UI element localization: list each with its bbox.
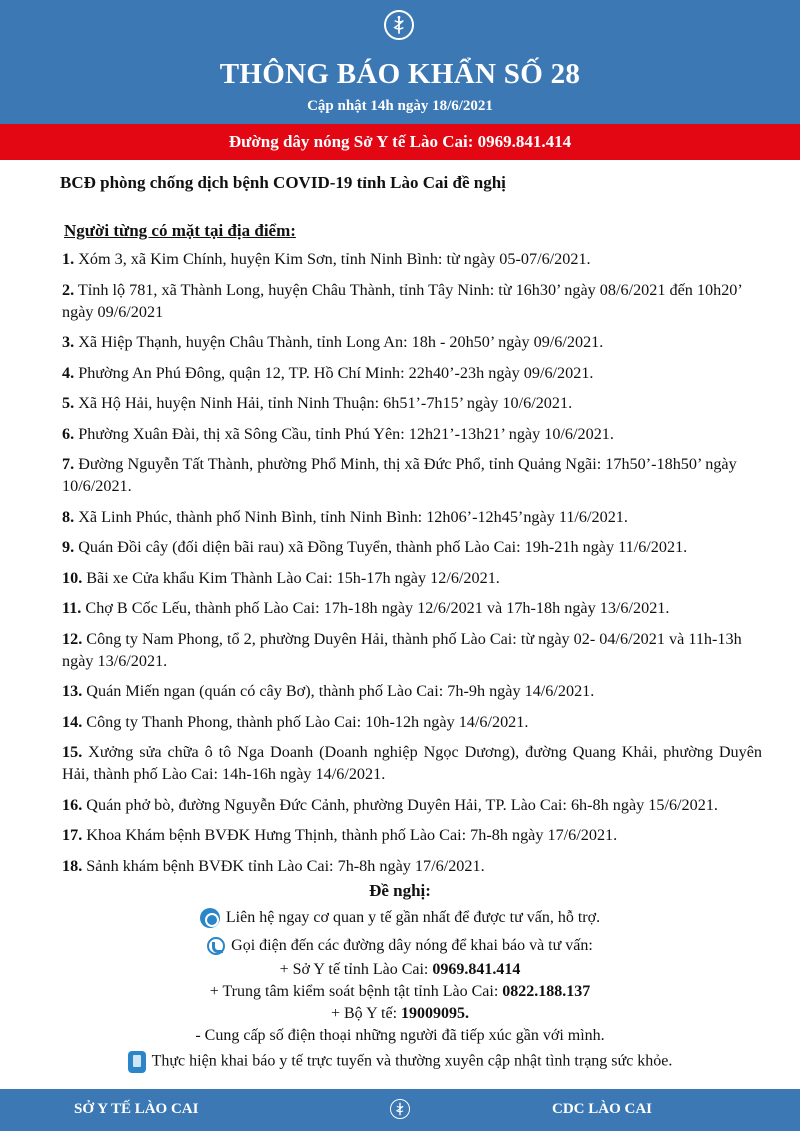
updated-timestamp: Cập nhật 14h ngày 18/6/2021 xyxy=(307,98,493,114)
location-text: Công ty Thanh Phong, thành phố Lào Cai: 10h-12h ngày 14/6/2021. xyxy=(82,712,529,731)
location-item xyxy=(62,711,762,733)
location-number: 8. xyxy=(62,507,75,526)
footer-bar xyxy=(0,1089,800,1131)
location-text: Xưởng sửa chữa ô tô Nga Doanh (Doanh nghiệp Ngọc Dương), đường Quang Khải, phường Duyên Hải, thành phố Lào Cai: 14h-16h ngày 14/6/2021. xyxy=(62,743,762,783)
footer-cdc: CDC LÀO CAI xyxy=(552,1101,653,1117)
location-number: 12. xyxy=(62,629,83,648)
medical-caduceus-icon xyxy=(384,10,414,40)
location-item xyxy=(62,794,762,816)
recommendation-provide-contacts: - Cung cấp số điện thoại những người đã tiếp xúc gần với mình. xyxy=(195,1027,605,1044)
phone-icon xyxy=(207,937,225,955)
location-item xyxy=(62,741,762,785)
location-item xyxy=(62,855,762,877)
location-item xyxy=(62,362,762,384)
location-item xyxy=(62,597,762,619)
location-number: 18. xyxy=(62,856,83,875)
location-number: 4. xyxy=(62,363,75,382)
location-item xyxy=(62,331,762,353)
recommendation-text: Liên hệ ngay cơ quan y tế gần nhất để được tư vấn, hỗ trợ. xyxy=(225,909,601,926)
location-text: Đường Nguyễn Tất Thành, phường Phổ Minh, thị xã Đức Phổ, tỉnh Quảng Ngãi: 17h50’-18h50’ ngày 10/6/2021. xyxy=(62,455,737,495)
location-text: Xã Linh Phúc, thành phố Ninh Bình, tỉnh Ninh Bình: 12h06’-12h45’ngày 11/6/2021. xyxy=(74,507,628,526)
location-item xyxy=(62,248,762,270)
location-number: 15. xyxy=(62,743,83,761)
location-text: Tỉnh lộ 781, xã Thành Long, huyện Châu Thành, tỉnh Tây Ninh: từ 16h30’ ngày 08/6/2021 đến 10h20’ ngày 09/6/2021 xyxy=(62,280,742,321)
location-number: 10. xyxy=(62,568,83,587)
location-text: Xóm 3, xã Kim Chính, huyện Kim Sơn, tỉnh Ninh Bình: từ ngày 05-07/6/2021. xyxy=(74,250,591,268)
location-number: 6. xyxy=(62,424,75,443)
recommendation-online-declaration xyxy=(0,1051,800,1073)
recommendation-contact-health xyxy=(0,908,800,928)
hotline-label: + Sở Y tế tỉnh Lào Cai: xyxy=(279,961,433,978)
mobile-phone-icon xyxy=(128,1051,146,1073)
location-item xyxy=(62,279,762,323)
location-item xyxy=(62,423,762,445)
location-number: 2. xyxy=(62,280,75,299)
location-number: 11. xyxy=(62,599,82,617)
location-text: Phường An Phú Đông, quận 12, TP. Hồ Chí Minh: 22h40’-23h ngày 09/6/2021. xyxy=(74,363,594,382)
location-number: 9. xyxy=(62,538,75,556)
location-item xyxy=(62,506,762,528)
recommendation-call-hotlines xyxy=(0,936,800,956)
location-text: Sảnh khám bệnh BVĐK tỉnh Lào Cai: 7h-8h ngày 17/6/2021. xyxy=(82,856,485,875)
location-text: Phường Xuân Đài, thị xã Sông Cầu, tỉnh Phú Yên: 12h21’-13h21’ ngày 10/6/2021. xyxy=(74,424,614,443)
location-text: Quán Đồi cây (đối diện bãi rau) xã Đồng Tuyển, thành phố Lào Cai: 19h-21h ngày 11/6/2021. xyxy=(74,538,688,556)
medical-caduceus-icon xyxy=(390,1099,410,1119)
location-number: 13. xyxy=(62,682,83,700)
location-item xyxy=(62,453,762,497)
hotline-label: + Bộ Y tế: xyxy=(330,1005,402,1022)
location-number: 7. xyxy=(62,455,75,473)
location-number: 5. xyxy=(62,394,75,412)
section-heading: Người từng có mặt tại địa điểm: xyxy=(64,221,296,240)
hotline-number: 19009095. xyxy=(401,1005,470,1022)
virus-icon xyxy=(200,908,220,928)
location-text: Công ty Nam Phong, tổ 2, phường Duyên Hải, thành phố Lào Cai: từ ngày 02- 04/6/2021 và 11h-13h ngày 13/6/2021. xyxy=(62,629,742,670)
hotline-3 xyxy=(0,1004,800,1024)
location-item xyxy=(62,392,762,414)
location-text: Xã Hộ Hải, huyện Ninh Hải, tỉnh Ninh Thuận: 6h51’-7h15’ ngày 10/6/2021. xyxy=(74,394,573,412)
location-text: Khoa Khám bệnh BVĐK Hưng Thịnh, thành phố Lào Cai: 7h-8h ngày 17/6/2021. xyxy=(82,826,618,844)
location-number: 3. xyxy=(62,333,75,351)
location-number: 14. xyxy=(62,712,83,731)
location-text: Chợ B Cốc Lếu, thành phố Lào Cai: 17h-18h ngày 12/6/2021 và 17h-18h ngày 13/6/2021. xyxy=(81,599,670,617)
recommendations-title: Đề nghị: xyxy=(369,881,431,900)
hotline-banner: Đường dây nóng Sở Y tế Lào Cai: 0969.841.414 xyxy=(0,124,800,160)
location-item xyxy=(62,567,762,589)
intro-text: BCĐ phòng chống dịch bệnh COVID-19 tỉnh Lào Cai đề nghị xyxy=(60,173,506,192)
location-number: 1. xyxy=(62,250,75,268)
hotline-2 xyxy=(0,982,800,1002)
location-item xyxy=(62,824,762,846)
location-number: 17. xyxy=(62,826,83,844)
hotline-number: 0969.841.414 xyxy=(432,961,521,978)
location-item xyxy=(62,536,762,558)
location-text: Bãi xe Cửa khẩu Kim Thành Lào Cai: 15h-17h ngày 12/6/2021. xyxy=(82,568,500,587)
location-text: Xã Hiệp Thạnh, huyện Châu Thành, tỉnh Long An: 18h - 20h50’ ngày 09/6/2021. xyxy=(74,333,604,351)
recommendation-text: Thực hiện khai báo y tế trực tuyến và thường xuyên cập nhật tình trạng sức khỏe. xyxy=(151,1052,673,1070)
location-text: Quán phở bò, đường Nguyễn Đức Cảnh, phường Duyên Hải, TP. Lào Cai: 6h-8h ngày 15/6/2021. xyxy=(82,795,718,814)
location-item xyxy=(62,628,762,672)
hotline-label: + Trung tâm kiểm soát bệnh tật tỉnh Lào Cai: xyxy=(209,983,503,1000)
footer-health-department: SỞ Y TẾ LÀO CAI xyxy=(74,1101,199,1117)
header-banner xyxy=(0,0,800,124)
hotline-1 xyxy=(0,960,800,980)
page-title: THÔNG BÁO KHẨN SỐ 28 xyxy=(219,58,581,90)
recommendation-text: Gọi điện đến các đường dây nóng để khai báo và tư vấn: xyxy=(231,937,593,954)
hotline-number: 0822.188.137 xyxy=(502,983,591,1000)
location-text: Quán Miến ngan (quán có cây Bơ), thành phố Lào Cai: 7h-9h ngày 14/6/2021. xyxy=(82,682,595,700)
location-number: 16. xyxy=(62,795,83,814)
location-list xyxy=(62,248,762,885)
location-item xyxy=(62,680,762,702)
